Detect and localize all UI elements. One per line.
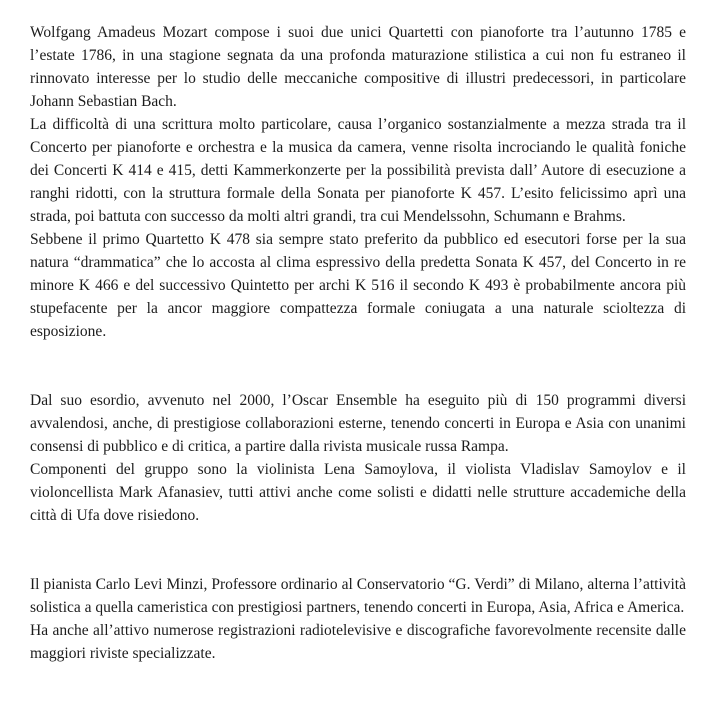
document-page [30,21,686,665]
paragraph-pianist-bio: Il pianista Carlo Levi Minzi, Professore ordinario al Conservatorio “G. Verdi” di Milano, alterna l’attività solistica a quella cameristica con prestigiosi partners, tenendo concerti in Europa, Asia, Africa e America. [30,576,686,616]
paragraph-writing-difficulty: La difficoltà di una scrittura molto particolare, causa l’organico sostanzialmente a mezza strada tra il Concerto per pianoforte e orchestra e la musica da camera, venne risolta incrociando le qualità foniche dei Concerti K 414 e 415, detti Kammerkonzerte per la possibilità prevista dall’ Autore di esecuzione a ranghi ridotti, con la struttura formale della Sonata per pianoforte K 457. L’esito felicissimo aprì una strada, poi battuta con successo da molti altri grandi, tra cui Mendelssohn, Schumann e Brahms. [30,116,686,225]
section-oscar-ensemble [30,389,686,527]
paragraph-ensemble-history: Dal suo esordio, avvenuto nel 2000, l’Oscar Ensemble ha eseguito più di 150 programmi diversi avvalendosi, anche, di prestigiose collaborazioni esterne, tenendo concerti in Europa e Asia con unanimi consensi di pubblico e di critica, a partire dalla rivista musicale russa Rampa. [30,392,686,455]
section-mozart-quartets [30,21,686,343]
section-pianist [30,573,686,665]
paragraph-mozart-intro: Wolfgang Amadeus Mozart compose i suoi due unici Quartetti con pianoforte tra l’autunno 1785 e l’estate 1786, in una stagione segnata da una profonda maturazione stilistica a cui non fu estraneo il rinnovato interesse per lo studio delle meccaniche compositive di illustri predecessori, in particolare Johann Sebastian Bach. [30,24,686,110]
paragraph-ensemble-members: Componenti del gruppo sono la violinista Lena Samoylova, il violista Vladislav Samoylov e il violoncellista Mark Afanasiev, tutti attivi anche come solisti e didatti nelle strutture accademiche della città di Ufa dove risiedono. [30,461,686,524]
paragraph-pianist-recordings: Ha anche all’attivo numerose registrazioni radiotelevisive e discografiche favorevolmente recensite dalle maggiori riviste specializzate. [30,622,686,662]
paragraph-first-second-quartet: Sebbene il primo Quartetto K 478 sia sempre stato preferito da pubblico ed esecutori forse per la sua natura “drammatica” che lo accosta al clima espressivo della predetta Sonata K 457, del Concerto in re minore K 466 e del successivo Quintetto per archi K 516 il secondo K 493 è probabilmente ancora più stupefacente per la ancor maggiore compattezza formale coniugata a una naturale scioltezza di esposizione. [30,231,686,340]
